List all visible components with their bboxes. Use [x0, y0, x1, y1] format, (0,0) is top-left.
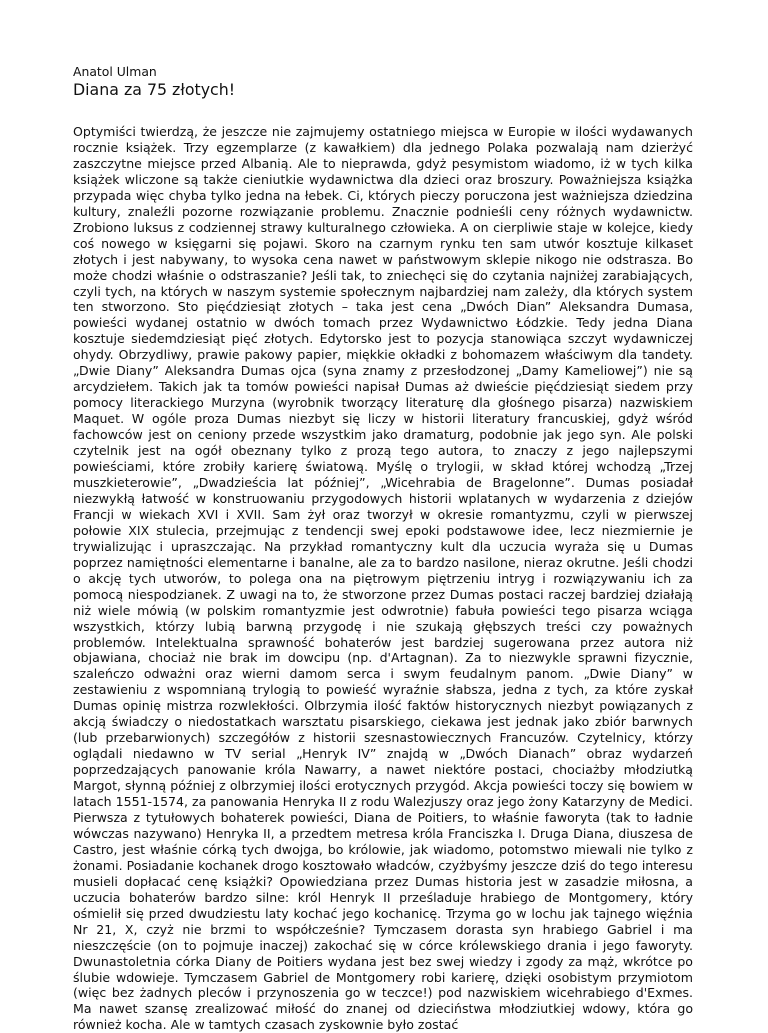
- author-name: Anatol Ulman: [73, 64, 157, 79]
- document-page: [73, 64, 693, 1033]
- document-title: Diana za 75 złotych!: [73, 80, 236, 99]
- body-paragraph: Optymiści twierdzą, że jeszcze nie zajmujemy ostatniego miejsca w Europie w ilości wydawanych rocznie książek. Trzy egzemplarze (z kawałkiem) dla jednego Polaka pozwalają nam dzierżyć zaszczytne miejsce przed Albanią. Ale to nieprawda, gdyż pesymistom wiadomo, iż w tych kilka książek wliczone są także cieniutkie wydawnictwa dla dzieci oraz broszury. Poważniejsza książka przypada więc chyba tylko jedna na łebek. Ci, których pieczy poruczona jest ważniejsza dziedzina kultury, znaleźli pozorne rozwiązanie problemu. Znacznie podnieśli ceny różnych wydawnictw. Zrobiono luksus z codziennej strawy kulturalnego człowieka. A on cierpliwie staje w kolejce, kiedy coś nowego w księgarni się pojawi. Skoro na czarnym rynku ten sam utwór kosztuje kilkaset złotych i jest nabywany, to wysoka cena nawet w państwowym sklepie nikogo nie odstrasza. Bo może chodzi właśnie o odstraszanie? Jeśli tak, to zniechęci się do czytania najniżej zarabiających, czyli tych, na których w naszym systemie społecznym najbardziej nam zależy, dla których system ten stworzono. Sto pięćdziesiąt złotych – taka jest cena „Dwóch Dian” Aleksandra Dumasa, powieści wydanej ostatnio w dwóch tomach przez Wydawnictwo Łódzkie. Tedy jedna Diana kosztuje siedemdziesiąt pięć złotych. Edytorsko jest to pozycja stanowiąca szczyt wydawniczej ohydy. Obrzydliwy, prawie pakowy papier, miękkie okładki z bohomazem właściwym dla tandety. „Dwie Diany” Aleksandra Dumas ojca (syna znamy z przesłodzonej „Damy Kameliowej”) nie są arcydziełem. Takich jak ta tomów powieści napisał Dumas aż dwieście pięćdziesiąt siedem przy pomocy literackiego Murzyna (wyrobnik tworzący literaturę dla głośnego pisarza) nazwiskiem Maquet. W ogóle proza Dumas niezbyt się liczy w historii literatury francuskiej, gdyż wśród fachowców jest on ceniony przede wszystkim jako dramaturg, podobnie jak jego syn. Ale polski czytelnik jest na ogół obeznany tylko z prozą tego autora, to znaczy z jego najlepszymi powieściami, które zrobiły karierę światową. Myślę o trylogii, w skład której wchodzą „Trzej muszkieterowie”, „Dwadzieścia lat później”, „Wicehrabia de Bragelonne”. Dumas posiadał niezwykłą łatwość w konstruowaniu przygodowych historii wplatanych w wydarzenia z dziejów Francji w wiekach XVI i XVII. Sam żył oraz tworzył w okresie romantyzmu, czyli w pierwszej połowie XIX stulecia, przejmując z tendencji swej epoki podstawowe idee, lecz niezmiernie je trywializując i upraszczając. Na przykład romantyczny kult dla uczucia wyraża się u Dumas poprzez namiętności elementarne i banalne, ale za to bardzo nasilone, nieraz okrutne. Jeśli chodzi o akcję tych utworów, to polega ona na piętrowym piętrzeniu intryg i rozwiązywaniu ich za pomocą niespodzianek. Z uwagi na to, że stworzone przez Dumas postaci raczej bardziej działają niż wiele mówią (w polskim romantyzmie jest odwrotnie) fabuła powieści tego pisarza wciąga wszystkich, którzy lubią barwną przygodę i nie szukają głębszych treści czy poważnych problemów. Intelektualna sprawność bohaterów jest bardziej sugerowana przez autora niż objawiana, chociaż nie brak im dowcipu (np. d'Artagnan). Za to niezwykle sprawni fizycznie, szaleńczo odważni oraz wierni damom serca i swym feudalnym panom. „Dwie Diany” w zestawieniu z wspomnianą trylogią to powieść wyraźnie słabsza, jedna z tych, za które zyskał Dumas opinię mistrza rozwlekłości. Olbrzymia ilość faktów historycznych niezbyt powiązanych z akcją świadczy o niedostatkach warsztatu pisarskiego, ciekawa jest jednak jako zbiór barwnych (lub przebarwionych) szczegółów z historii szesnastowiecznych Francuzów. Czytelnicy, którzy oglądali niedawno w TV serial „Henryk IV” znajdą w „Dwóch Dianach” obraz wydarzeń poprzedzających panowanie króla Nawarry, a nawet niektóre postaci, chociażby młodziutką Margot, słynną później z olbrzymiej ilości erotycznych przygód. Akcja powieści toczy się bowiem w latach 1551-1574, za panowania Henryka II z rodu Walezjuszy oraz jego żony Katarzyny de Medici. Pierwsza z tytułowych bohaterek powieści, Diana de Poitiers, to właśnie faworyta (tak to ładnie wówczas nazywano) Henryka II, a przedtem metresa króla Franciszka I. Druga Diana, diuszesa de Castro, jest właśnie córką tych dwojga, bo królowie, jak wiadomo, potomstwo miewali nie tylko z żonami. Posiadanie kochanek drogo kosztowało władców, czyżbyśmy jeszcze dziś do tego interesu musieli dopłacać cenę książki? Opowiedziana przez Dumas historia jest w zasadzie miłosna, a uczucia bohaterów bardzo silne: król Henryk II prześladuje hrabiego de Montgomery, który ośmielił się przed dwudziestu laty kochać jego kochanicę. Trzyma go w lochu jak tajnego więźnia Nr 21, X, czyż nie brzmi to współcześnie? Tymczasem dorasta syn hrabiego Gabriel i ma nieszczęście (on to pojmuje inaczej) zakochać się w córce królewskiego drania i jego faworyty. Dwunastoletnia córka Diany de Poitiers wydana jest bez swej wiedzy i zgody za mąż, wkrótce po ślubie wdowieje. Tymczasem Gabriel de Montgomery robi karierę, dzięki osobistym przymiotom (więc bez żadnych pleców i przynoszenia go w teczce!) pod nazwiskiem wicehrabiego d'Exmes. Ma nawet szansę zrealizować miłość do znanej od dzieciństwa młodziutkiej wdowy, która go również kocha. Ale w tamtych czasach zyskownie było zostać: [73, 124, 693, 1033]
